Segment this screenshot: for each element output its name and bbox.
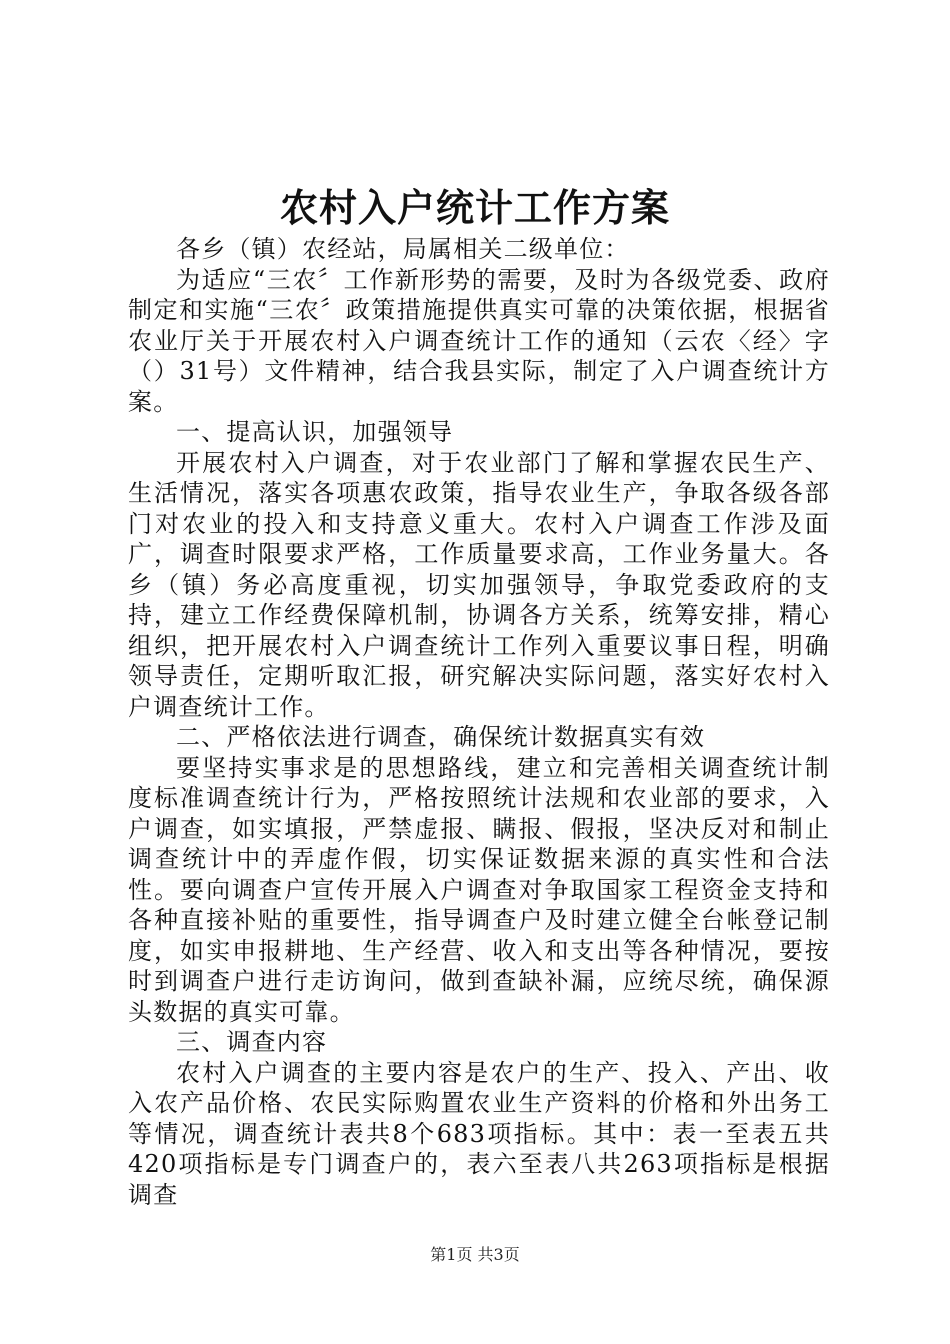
document-body (128, 234, 830, 1210)
section-1-paragraph: 开展农村入户调查，对于农业部门了解和掌握农民生产、生活情况，落实各项惠农政策，指导农业生产，争取各级各部门对农业的投入和支持意义重大。农村入户调查工作涉及面广，调查时限要求严格，工作质量要求高，工作业务量大。各乡（镇）务必高度重视，切实加强领导，争取党委政府的支持，建立工作经费保障机制，协调各方关系，统筹安排，精心组织，把开展农村入户调查统计工作列入重要议事日程，明确领导责任，定期听取汇报，研究解决实际问题，落实好农村入户调查统计工作。 (128, 448, 830, 721)
page-number-footer: 第1页 共3页 (430, 1245, 520, 1264)
section-heading-2: 二、严格依法进行调查，确保统计数据真实有效 (176, 723, 706, 751)
section-2-paragraph: 要坚持实事求是的思想路线，建立和完善相关调查统计制度标准调查统计行为，严格按照统计法规和农业部的要求，入户调查，如实填报，严禁虚报、瞒报、假报，坚决反对和制止调查统计中的弄虚作假，切实保证数据来源的真实性和合法性。要向调查户宣传开展入户调查对争取国家工程资金支持和各种直接补贴的重要性，指导调查户及时建立健全台帐登记制度，如实申报耕地、生产经营、收入和支出等各种情况，要按时到调查户进行走访询问，做到查缺补漏，应统尽统，确保源头数据的真实可靠。 (128, 753, 830, 1026)
salutation-paragraph: 各乡（镇）农经站，局属相关二级单位： (176, 235, 630, 263)
section-heading-3: 三、调查内容 (176, 1028, 328, 1056)
section-heading-1: 一、提高认识，加强领导 (176, 418, 454, 446)
section-3-paragraph: 农村入户调查的主要内容是农户的生产、投入、产出、收入农产品价格、农民实际购置农业生产资料的价格和外出务工等情况，调查统计表共8个683项指标。其中：表一至表五共420项指标是专门调查户的，表六至表八共263项指标是根据调查 (128, 1058, 830, 1209)
intro-paragraph: 为适应“三农〞工作新形势的需要，及时为各级党委、政府制定和实施“三农〞政策措施提供真实可靠的决策依据，根据省农业厅关于开展农村入户调查统计工作的通知（云农〈经〉字（）31号）文件精神，结合我县实际，制定了入户调查统计方案。 (128, 265, 830, 416)
document-title: 农村入户统计工作方案 (279, 185, 670, 230)
